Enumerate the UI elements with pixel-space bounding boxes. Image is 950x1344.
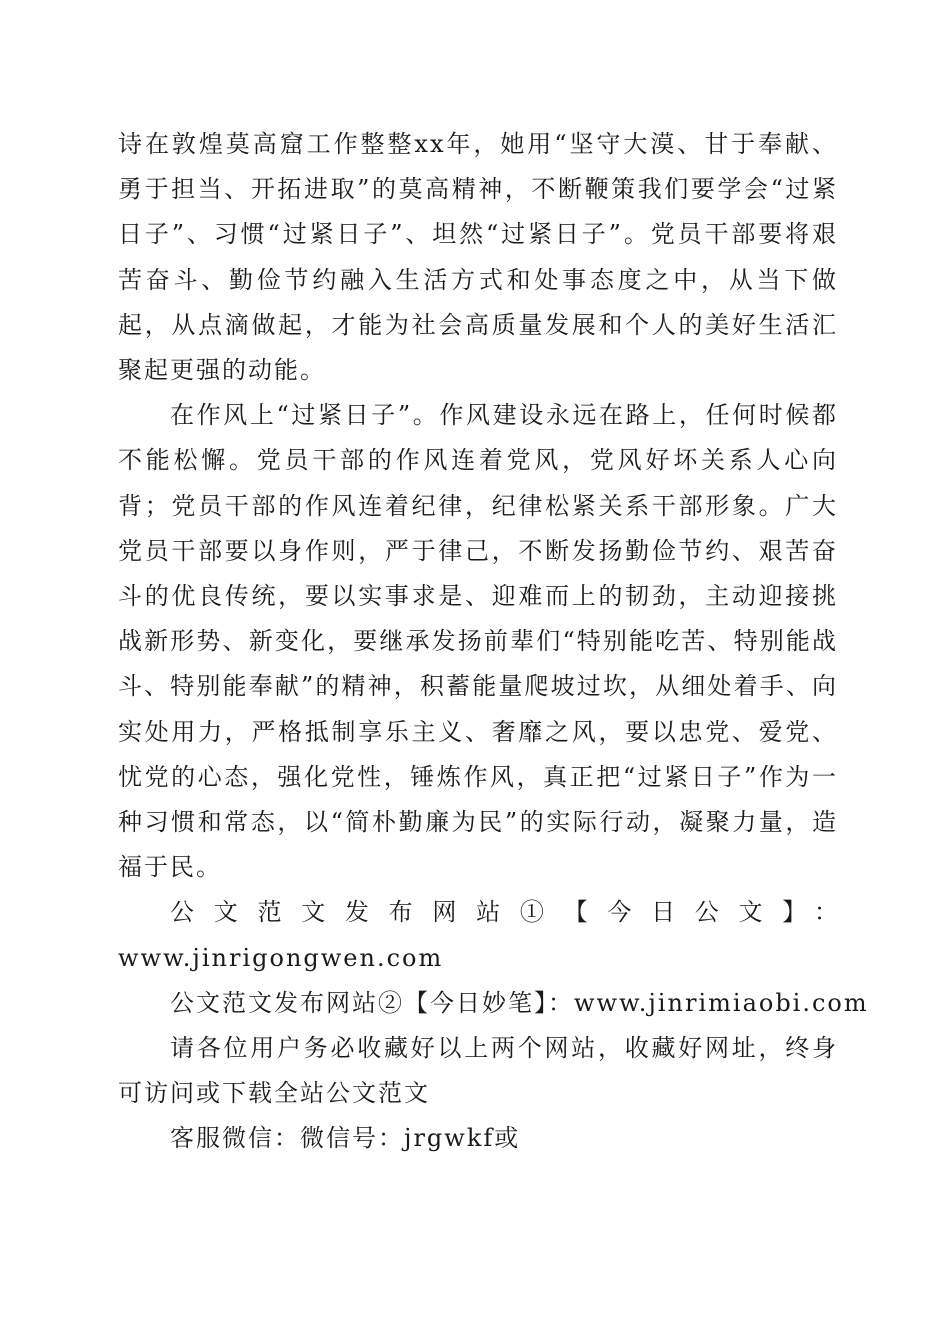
footer-site-1-label: 公文范文发布网站①【今日公文】： (170, 898, 838, 927)
paragraph-2: 在作风上“过紧日子”。作风建设永远在路上，任何时候都不能松懈。党员干部的作风连着党风，党风好坏关系人心向背；党员干部的作风连着纪律，纪律松紧关系干部形象。广大党员干部要以身作则，严于律己，不断发扬勤俭节约、艰苦奋斗的优良传统，要以实事求是、迎难而上的韧劲，主动迎接挑战新形势、新变化，要继承发扬前辈们“特别能吃苦、特别能战斗、特别能奉献”的精神，积蓄能量爬坡过坎，从细处着手、向实处用力，严格抵制享乐主义、奢靡之风，要以忠党、爱党、忧党的心态，强化党性，锤炼作风，真正把“过紧日子”作为一种习惯和常态，以“简朴勤廉为民”的实际行动，凝聚力量，造福于民。 (118, 401, 838, 882)
paragraph-1: 诗在敦煌莫高窟工作整整xx年，她用“坚守大漠、甘于奉献、勇于担当、开拓进取”的莫高精神，不断鞭策我们要学会“过紧日子”、习惯“过紧日子”、坦然“过紧日子”。党员干部要将艰苦奋斗、勤俭节约融入生活方式和处事态度之中，从当下做起，从点滴做起，才能为社会高质量发展和个人的美好生活汇聚起更强的动能。 (118, 130, 838, 385)
footer-site-2[interactable]: 公文范文发布网站②【今日妙笔】：www.jinrimiaobi.com (170, 988, 869, 1017)
footer-contact: 客服微信：微信号：jrgwkf或 (170, 1124, 521, 1153)
footer-site-1-url[interactable]: www.jinrigongwen.com (118, 943, 444, 972)
document-body (118, 122, 869, 1162)
footer-notice: 请各位用户务必收藏好以上两个网站，收藏好网址，终身可访问或下载全站公文范文 (118, 1034, 838, 1108)
footer-site-1 (118, 890, 838, 980)
